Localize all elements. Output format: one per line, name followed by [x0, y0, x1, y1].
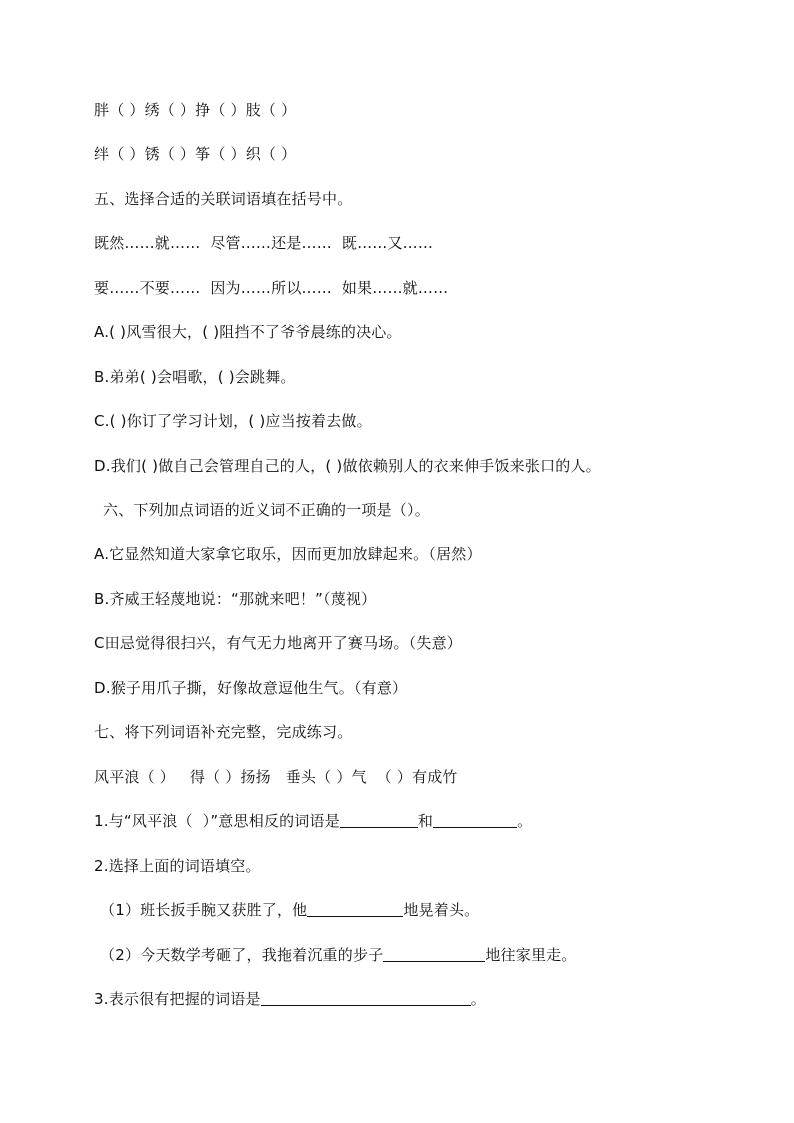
answer-blank-2-1[interactable]: [307, 900, 403, 917]
question-2-sub-2: [100, 945, 577, 965]
answer-blank-1a[interactable]: [340, 811, 418, 828]
question-1-end: 。: [517, 812, 533, 830]
section-5-question-a: A.( )风雪很大，( )阻挡不了爷爷晨练的决心。: [94, 323, 402, 341]
question-1-text: 1.与“风平浪（ ）”意思相反的词语是: [94, 812, 340, 830]
section-6-title: 六、下列加点词语的近义词不正确的一项是（）。: [103, 501, 430, 519]
question-2-2-end: 地往家里走。: [485, 946, 577, 964]
section-6-option-a: A.它显然知道大家拿它取乐，因而更加放肆起来。（居然）: [94, 545, 482, 563]
section-7-question-3: [94, 989, 486, 1009]
section-5-word-options-2: 要……不要…… 因为……所以…… 如果……就……: [94, 279, 449, 297]
question-3-text: 3.表示很有把握的词语是: [94, 990, 261, 1008]
answer-blank-1b[interactable]: [433, 811, 517, 828]
char-group-line-1: 胖（ ）绣（ ）挣（ ）肢（ ）: [94, 101, 297, 119]
section-5-word-options-1: 既然……就…… 尽管……还是…… 既……又……: [94, 234, 434, 252]
question-2-2-text: （2）今天数学考砸了，我拖着沉重的步子: [100, 946, 384, 964]
question-2-1-end: 地晃着头。: [403, 901, 480, 919]
section-5-question-c: C.( )你订了学习计划，( )应当按着去做。: [94, 412, 372, 430]
section-7-question-1: [94, 811, 532, 831]
section-7-idioms: 风平浪（ ） 得（ ）扬扬 垂头（ ）气 （ ）有成竹: [94, 768, 458, 786]
question-2-sub-1: [100, 900, 479, 920]
section-6-option-b: B.齐威王轻蔑地说：“那就来吧！”（蔑视）: [94, 590, 377, 608]
section-5-question-d: D.我们( )做自己会管理自己的人，( )做依赖别人的衣来伸手饭来张口的人。: [94, 457, 601, 475]
section-7-question-2: 2.选择上面的词语填空。: [94, 857, 261, 875]
char-group-line-2: 绊（ ）锈（ ）筝（ ）织（ ）: [94, 145, 297, 163]
answer-blank-2-2[interactable]: [383, 945, 485, 962]
section-5-title: 五、选择合适的关联词语填在括号中。: [94, 190, 353, 208]
question-1-and: 和: [417, 812, 434, 830]
section-6-option-d: D.猴子用爪子撕，好像故意逗他生气。（有意）: [94, 679, 408, 697]
section-6-option-c: C田忌觉得很扫兴，有气无力地离开了赛马场。（失意）: [94, 634, 462, 652]
question-3-end: 。: [470, 990, 486, 1008]
question-2-1-text: （1）班长扳手腕又获胜了，他: [100, 901, 308, 919]
section-7-title: 七、将下列词语补充完整，完成练习。: [94, 723, 353, 741]
answer-blank-3[interactable]: [261, 989, 471, 1006]
section-5-question-b: B.弟弟( )会唱歌，( )会跳舞。: [94, 368, 296, 386]
